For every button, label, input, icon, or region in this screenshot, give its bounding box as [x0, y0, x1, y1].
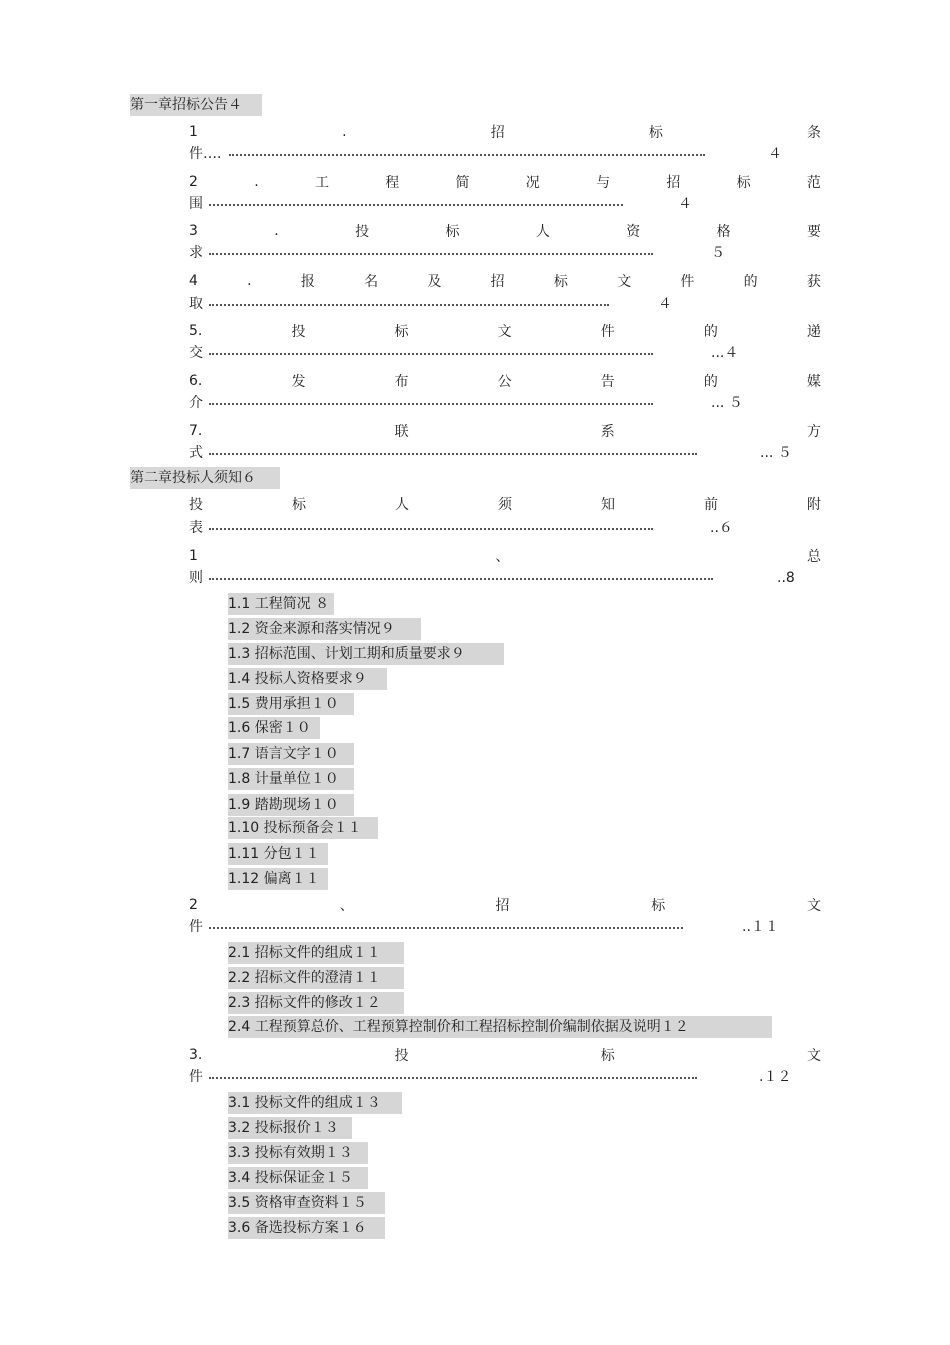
toc-title-char: .	[342, 124, 347, 140]
toc-title-char: 及	[427, 274, 442, 290]
toc-title-char: 标	[394, 324, 409, 340]
toc-sub-1-6[interactable]: 1.6 保密１０	[228, 717, 320, 739]
toc-title-char: 标	[648, 125, 663, 141]
toc-entry-9-page: ..8	[777, 570, 795, 586]
toc-sub-1-10[interactable]: 1.10 投标预备会１１	[228, 817, 378, 839]
dot-leader	[209, 1077, 697, 1079]
toc-title-char: 投	[189, 497, 203, 513]
toc-title-char: 标	[600, 1048, 615, 1064]
toc-title-char: 知	[601, 497, 615, 513]
toc-title-char: 告	[600, 374, 615, 390]
toc-title-char: 1	[189, 124, 198, 140]
dot-leader	[209, 578, 713, 580]
toc-title-char: 公	[497, 374, 512, 390]
toc-entry-1-title	[189, 122, 821, 142]
toc-entry-9-title	[189, 546, 821, 566]
toc-sub-1-2[interactable]: 1.2 资金来源和落实情况９	[228, 618, 421, 640]
dot-leader	[209, 353, 653, 355]
toc-entry-7-title	[189, 421, 821, 441]
toc-entry-4-leader[interactable]: 取	[189, 294, 203, 314]
toc-sub-1-4[interactable]: 1.4 投标人资格要求９	[228, 668, 387, 690]
toc-entry-1-page: ４	[768, 146, 782, 162]
dot-leader	[209, 253, 653, 255]
toc-title-char: 7.	[189, 423, 203, 439]
toc-sub-1-12[interactable]: 1.12 偏离１１	[228, 868, 328, 890]
toc-entry-8-leader[interactable]: 表	[189, 518, 203, 538]
toc-entry-5-leader[interactable]: 交	[189, 343, 203, 363]
toc-sub-3-2[interactable]: 3.2 投标报价１３	[228, 1117, 352, 1139]
toc-title-char: .	[254, 174, 259, 190]
toc-sub-2-2[interactable]: 2.2 招标文件的澄清１１	[228, 967, 404, 989]
toc-title-char: 附	[807, 497, 821, 513]
dot-leader	[209, 204, 623, 206]
toc-entry-1-leader[interactable]: 件….	[189, 144, 221, 164]
toc-title-char: 简	[455, 175, 470, 191]
toc-sub-2-3[interactable]: 2.3 招标文件的修改１２	[228, 992, 404, 1014]
toc-sub-1-3[interactable]: 1.3 招标范围、计划工期和质量要求９	[228, 643, 504, 665]
toc-title-char: 媒	[806, 374, 821, 390]
toc-entry-2-page: ４	[678, 196, 692, 212]
toc-sub-1-9[interactable]: 1.9 踏勘现场１０	[228, 794, 354, 816]
toc-sub-3-5[interactable]: 3.5 资格审查资料１５	[228, 1192, 385, 1214]
toc-entry-11-page: .１２	[759, 1069, 792, 1085]
toc-title-char: 投	[291, 324, 306, 340]
toc-sub-1-11[interactable]: 1.11 分包１１	[228, 843, 328, 865]
toc-entry-3-page: ５	[711, 245, 725, 261]
toc-entry-8-title	[189, 494, 821, 514]
dot-leader	[209, 403, 653, 405]
toc-entry-10-title	[189, 895, 821, 915]
toc-title-char: 文	[497, 324, 512, 340]
toc-entry-7-page: ... ５	[760, 445, 792, 461]
toc-entry-6-title	[189, 371, 821, 391]
toc-title-char: 文	[617, 274, 632, 290]
toc-title-char: 总	[806, 549, 821, 565]
toc-sub-3-3[interactable]: 3.3 投标有效期１３	[228, 1142, 368, 1164]
toc-title-char: 的	[703, 324, 718, 340]
toc-entry-4-title	[189, 271, 821, 291]
toc-entry-2-title	[189, 172, 821, 192]
toc-title-char: 2	[189, 897, 198, 913]
toc-title-char: 件	[600, 324, 615, 340]
toc-sub-3-6[interactable]: 3.6 备选投标方案１６	[228, 1217, 385, 1239]
toc-title-char: 的	[743, 274, 758, 290]
toc-title-char: 条	[807, 125, 821, 141]
toc-title-char: 、	[495, 549, 510, 565]
dot-leader	[209, 453, 697, 455]
toc-title-char: 招	[666, 175, 681, 191]
toc-title-char: 标	[736, 175, 751, 191]
toc-title-char: 标	[445, 224, 460, 240]
toc-title-char: 布	[394, 374, 409, 390]
toc-title-char: 发	[291, 374, 306, 390]
toc-title-char: 标	[292, 497, 306, 513]
toc-sub-2-4[interactable]: 2.4 工程预算总价、工程预算控制价和工程招标控制价编制依据及说明１２	[228, 1016, 772, 1038]
toc-sub-1-5[interactable]: 1.5 费用承担１０	[228, 693, 354, 715]
toc-title-char: 程	[385, 175, 400, 191]
toc-entry-5-page: ...４	[711, 345, 739, 361]
toc-title-char: 文	[806, 1048, 821, 1064]
toc-entry-10-page: ..１１	[742, 919, 779, 935]
toc-title-char: 况	[525, 175, 540, 191]
dot-leader	[209, 304, 609, 306]
toc-title-char: 3.	[189, 1047, 203, 1063]
chapter-1-heading[interactable]: 第一章招标公告４	[130, 94, 262, 116]
toc-entry-9-leader[interactable]: 则	[189, 568, 203, 588]
dot-leader	[229, 154, 705, 156]
toc-sub-3-1[interactable]: 3.1 投标文件的组成１３	[228, 1092, 402, 1114]
toc-entry-5-title	[189, 321, 821, 341]
toc-title-char: 前	[704, 497, 718, 513]
toc-title-char: 标	[553, 274, 568, 290]
toc-entry-3-leader[interactable]: 求	[189, 243, 203, 263]
toc-entry-11-title	[189, 1045, 821, 1065]
chapter-2-heading[interactable]: 第二章投标人须知６	[130, 467, 280, 489]
toc-title-char: 文	[806, 898, 821, 914]
toc-title-char: 6.	[189, 373, 203, 389]
toc-title-char: 格	[716, 224, 731, 240]
toc-title-char: 须	[498, 497, 512, 513]
toc-title-char: .	[274, 223, 279, 239]
toc-title-char: 方	[806, 424, 821, 440]
toc-title-char: 要	[807, 224, 821, 240]
toc-title-char: 投	[355, 224, 370, 240]
toc-entry-3-title	[189, 221, 821, 241]
toc-title-char: 件	[680, 274, 695, 290]
toc-title-char: 与	[596, 175, 611, 191]
toc-title-char: 人	[395, 497, 409, 513]
toc-title-char: 5.	[189, 323, 203, 339]
toc-title-char: 工	[314, 175, 329, 191]
toc-entry-6-leader[interactable]: 介	[189, 393, 203, 413]
toc-entry-4-page: ４	[658, 296, 672, 312]
toc-sub-2-1[interactable]: 2.1 招标文件的组成１１	[228, 942, 404, 964]
toc-title-char: 人	[535, 224, 550, 240]
toc-title-char: 系	[600, 424, 615, 440]
toc-entry-10-leader[interactable]: 件	[189, 917, 203, 937]
toc-title-char: 名	[364, 274, 379, 290]
toc-title-char: 资	[626, 224, 641, 240]
dot-leader	[209, 927, 683, 929]
toc-entry-8-page: ..６	[710, 520, 733, 536]
toc-title-char: 联	[394, 424, 409, 440]
toc-entry-11-leader[interactable]: 件	[189, 1067, 203, 1087]
toc-sub-1-8[interactable]: 1.8 计量单位１０	[228, 768, 354, 790]
toc-title-char: 的	[703, 374, 718, 390]
toc-entry-7-leader[interactable]: 式	[189, 443, 203, 463]
toc-title-char: .	[247, 273, 252, 289]
toc-title-char: 3	[189, 223, 198, 239]
toc-title-char: 招	[490, 125, 505, 141]
toc-title-char: 获	[806, 274, 821, 290]
toc-entry-6-page: ... ５	[711, 395, 743, 411]
toc-title-char: 递	[806, 324, 821, 340]
toc-title-char: 报	[300, 274, 315, 290]
toc-title-char: 招	[490, 274, 505, 290]
toc-sub-1-7[interactable]: 1.7 语言文字１０	[228, 743, 354, 765]
toc-entry-2-leader[interactable]: 围	[189, 194, 203, 214]
toc-title-char: 4	[189, 273, 198, 289]
toc-title-char: 标	[651, 898, 666, 914]
toc-title-char: 范	[806, 175, 821, 191]
toc-sub-1-1[interactable]: 1.1 工程简况 ８	[228, 593, 334, 615]
dot-leader	[209, 528, 653, 530]
toc-title-char: 投	[394, 1048, 409, 1064]
toc-title-char: 1	[189, 548, 198, 564]
toc-title-char: 2	[189, 174, 198, 190]
toc-sub-3-4[interactable]: 3.4 投标保证金１５	[228, 1167, 368, 1189]
toc-title-char: 招	[495, 898, 510, 914]
toc-title-char: 、	[339, 898, 354, 914]
